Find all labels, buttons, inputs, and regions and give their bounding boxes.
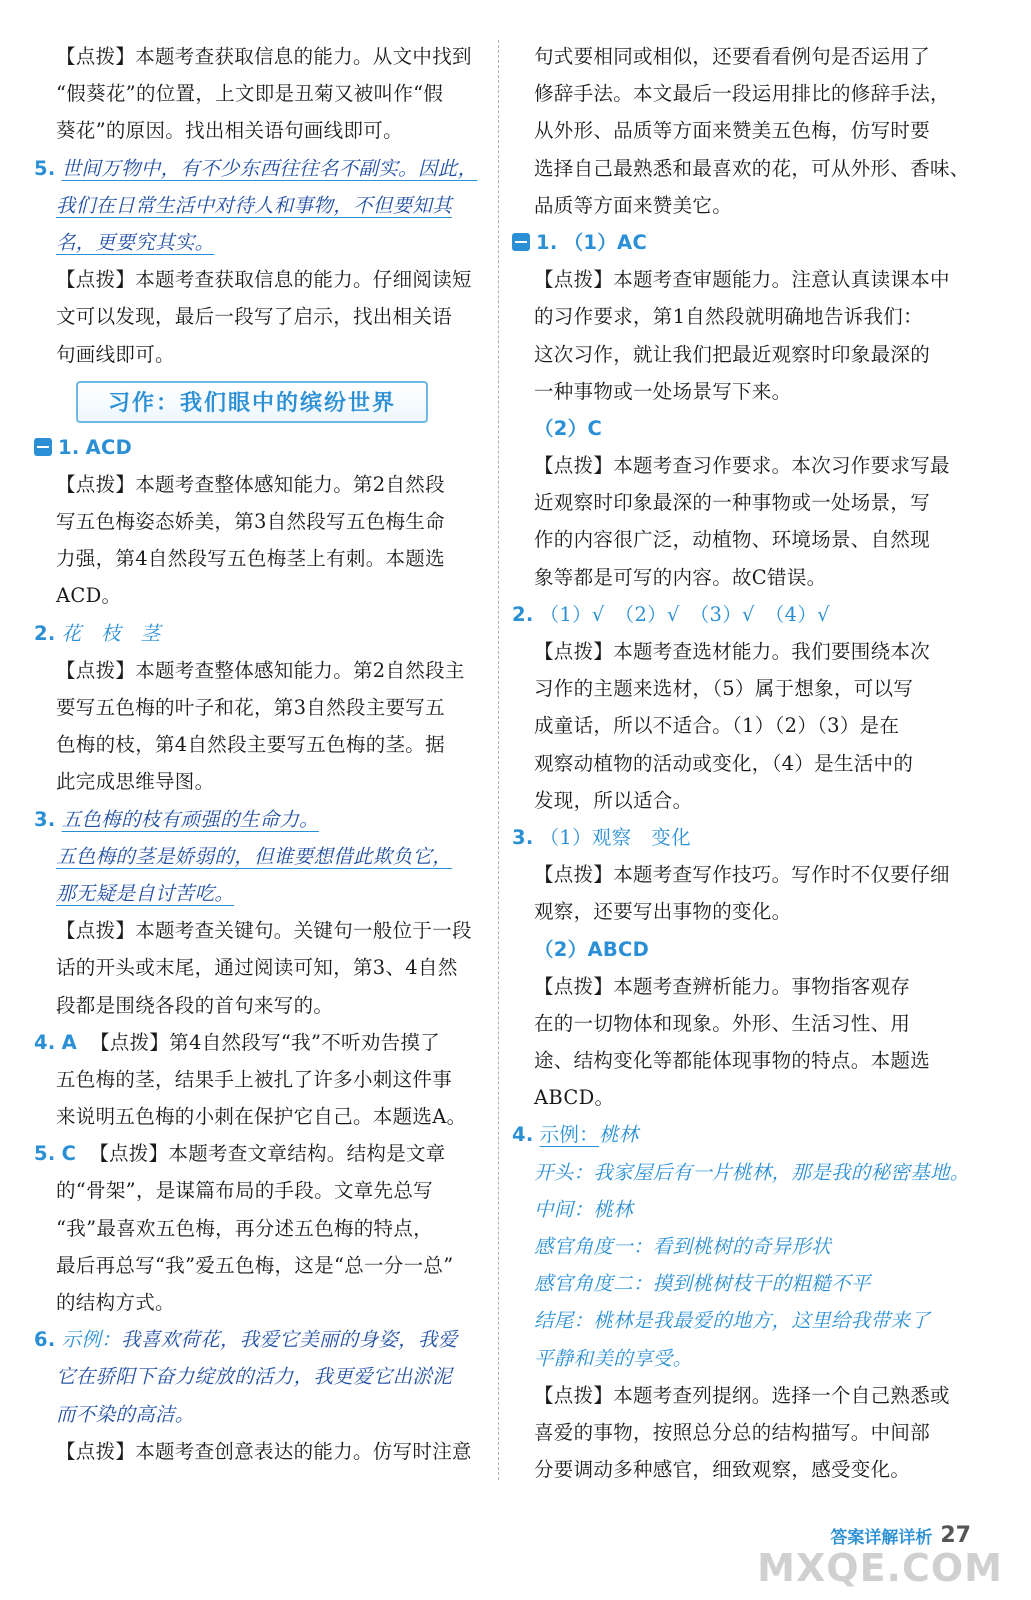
text-line: 【点拨】本题考查关键句。关键句一般位于一段 [56,919,472,943]
text-line: 葵花”的原因。找出相关语句画线即可。 [56,119,403,143]
answer-line: 平静和美的享受。 [534,1346,693,1370]
answer-line: 感官角度二：摸到桃树枝干的粗糙不平 [534,1272,871,1296]
section1-q1: 1. ACD [34,429,484,466]
section-two-icon [512,233,530,251]
answer-line: 那无疑是自讨苦吃。 [56,881,235,905]
section1-q3: 3. 五色梅的枝有顽强的生命力。 [34,807,319,831]
answer-line: 五色梅的茎是娇弱的，但谁要想借此欺负它， [56,844,453,868]
text-line: 的习作要求，第1自然段就明确地告诉我们： [534,305,923,329]
answer-line: 名，更要究其实。 [56,230,215,254]
section1-q6: 6. 示例：我喜欢荷花，我爱它美丽的身姿，我爱 [34,1328,458,1352]
text-line: 来说明五色梅的小刺在保护它自己。本题选A。 [56,1105,467,1129]
text-line: 这次习作，就让我们把最近观察时印象最深的 [534,342,931,366]
text-line: “假葵花”的位置，上文即是丑菊又被叫作“假 [56,82,444,106]
text-line: 文可以发现，最后一段写了启示，找出相关语 [56,305,453,329]
text-line: 一种事物或一处场景写下来。 [534,379,792,403]
text-line: 五色梅的茎，结果手上被扎了许多小刺这件事 [56,1067,453,1091]
footer-label: 答案详解详析 [830,1528,933,1548]
answer-line: 开头：我家屋后有一片桃林，那是我的秘密基地。 [534,1160,970,1184]
text-line: 句式要相同或相似，还要看看例句是否运用了 [534,45,931,68]
text-line: 观察动植物的活动或变化，（4）是生活中的 [534,751,914,775]
section2-q1: 1. （1）AC [512,224,972,261]
text-line: 【点拨】本题考查整体感知能力。第2自然段 [56,472,445,496]
text-line: ACD。 [56,584,122,608]
text-line: 选择自己最熟悉和最喜欢的花，可从外形、香味、 [534,156,970,180]
text-line: 此完成思维导图。 [56,770,215,794]
text-line: 力强，第4自然段写五色梅茎上有刺。本题选 [56,547,445,571]
text-line: 色梅的枝，第4自然段主要写五色梅的茎。据 [56,733,445,757]
text-line: 修辞手法。本文最后一段运用排比的修辞手法， [534,82,950,106]
column-divider [498,40,499,1480]
answer-line: 结尾：桃林是我最爱的地方，这里给我带来了 [534,1309,931,1333]
text-line: 【点拨】本题考查写作技巧。写作时不仅要仔细 [534,863,950,887]
text-line: 的结构方式。 [56,1291,175,1314]
text-line: 喜爱的事物，按照总分总的结构描写。中间部 [534,1420,931,1444]
text-line: 句画线即可。 [56,342,175,366]
watermark: MXQE.COM [757,1546,1003,1590]
text-line: 要写五色梅的叶子和花，第3自然段主要写五 [56,696,445,719]
text-line: 在的一切物体和现象。外形、生活习性、用 [534,1011,911,1035]
question-5: 5. 世间万物中，有不少东西往往名不副实。因此， [34,156,478,180]
section2-q2: 2. （1）√ （2）√ （3）√ （4）√ [512,602,830,626]
text-line: 【点拨】本题考查创意表达的能力。仿写时注意 [56,1439,472,1463]
text-line: 从外形、品质等方面来赞美五色梅，仿写时要 [534,119,931,143]
right-column [512,38,972,1488]
section-banner: 习作：我们眼中的缤纷世界 [76,381,428,423]
text-line: 写五色梅姿态娇美，第3自然段写五色梅生命 [56,510,445,534]
answer-line: 而不染的高洁。 [56,1402,195,1426]
text-line: 发现，所以适合。 [534,788,693,812]
text-line: 成童话，所以不适合。（1）（2）（3）是在 [534,714,900,738]
text-line: ABCD。 [534,1086,615,1110]
text-line: 习作的主题来选材，（5）属于想象，可以写 [534,677,914,701]
text-line: 【点拨】本题考查选材能力。我们要围绕本次 [534,640,931,663]
answer-line: 它在骄阳下奋力绽放的活力，我更爱它出淤泥 [56,1365,453,1389]
text-line: 【点拨】本题考查习作要求。本次习作要求写最 [534,454,950,478]
text-line: 【点拨】本题考查获取信息的能力。仔细阅读短 [56,268,472,292]
text-line: 品质等方面来赞美它。 [534,193,733,217]
section2-q3: 3. （1）观察 变化 [512,825,691,849]
text-line: 话的开头或末尾，通过阅读可知，第3、4自然 [56,956,458,980]
page-number: 27 [940,1523,971,1548]
page-footer [830,1523,971,1548]
section1-q2: 2. 花 枝 茎 [34,621,161,645]
section1-q4: 4. A 【点拨】第4自然段写“我”不听劝告摸了 [34,1030,441,1054]
section1-q5: 5. C 【点拨】本题考查文章结构。结构是文章 [34,1142,446,1166]
answer-line: 感官角度一：看到桃树的奇异形状 [534,1235,832,1258]
text-line: 分要调动多种感官，细致观察，感受变化。 [534,1458,911,1482]
text-line: 最后再总写“我”爱五色梅，这是“总一分一总” [56,1253,454,1277]
text-line: 途、结构变化等都能体现事物的特点。本题选 [534,1049,931,1073]
answer-line: 中间：桃林 [534,1197,634,1221]
text-line: 【点拨】本题考查获取信息的能力。从文中找到 [56,45,472,68]
section-one-icon [34,438,52,456]
text-line: 近观察时印象最深的一种事物或一处场景，写 [534,491,931,515]
answer-line: 我们在日常生活中对待人和事物，不但要知其 [56,193,453,217]
answer-line: （2）ABCD [534,937,650,961]
text-line: 【点拨】本题考查整体感知能力。第2自然段主 [56,658,465,682]
text-line: 观察，还要写出事物的变化。 [534,900,792,924]
answer-line: （2）C [534,416,603,440]
text-line: “我”最喜欢五色梅，再分述五色梅的特点， [56,1216,433,1240]
text-line: 【点拨】本题考查审题能力。注意认真读课本中 [534,268,950,292]
text-line: 【点拨】本题考查辨析能力。事物指客观存 [534,974,911,998]
text-line: 象等都是可写的内容。故C错误。 [534,565,827,589]
left-column [34,38,484,1470]
text-line: 作的内容很广泛，动植物、环境场景、自然现 [534,528,931,552]
text-line: 的“骨架”，是谋篇布局的手段。文章先总写 [56,1179,433,1203]
text-line: 段都是围绕各段的首句来写的。 [56,993,334,1017]
section2-q4: 4. 示例：桃林 [512,1123,639,1147]
text-line: 【点拨】本题考查列提纲。选择一个自己熟悉或 [534,1383,950,1407]
